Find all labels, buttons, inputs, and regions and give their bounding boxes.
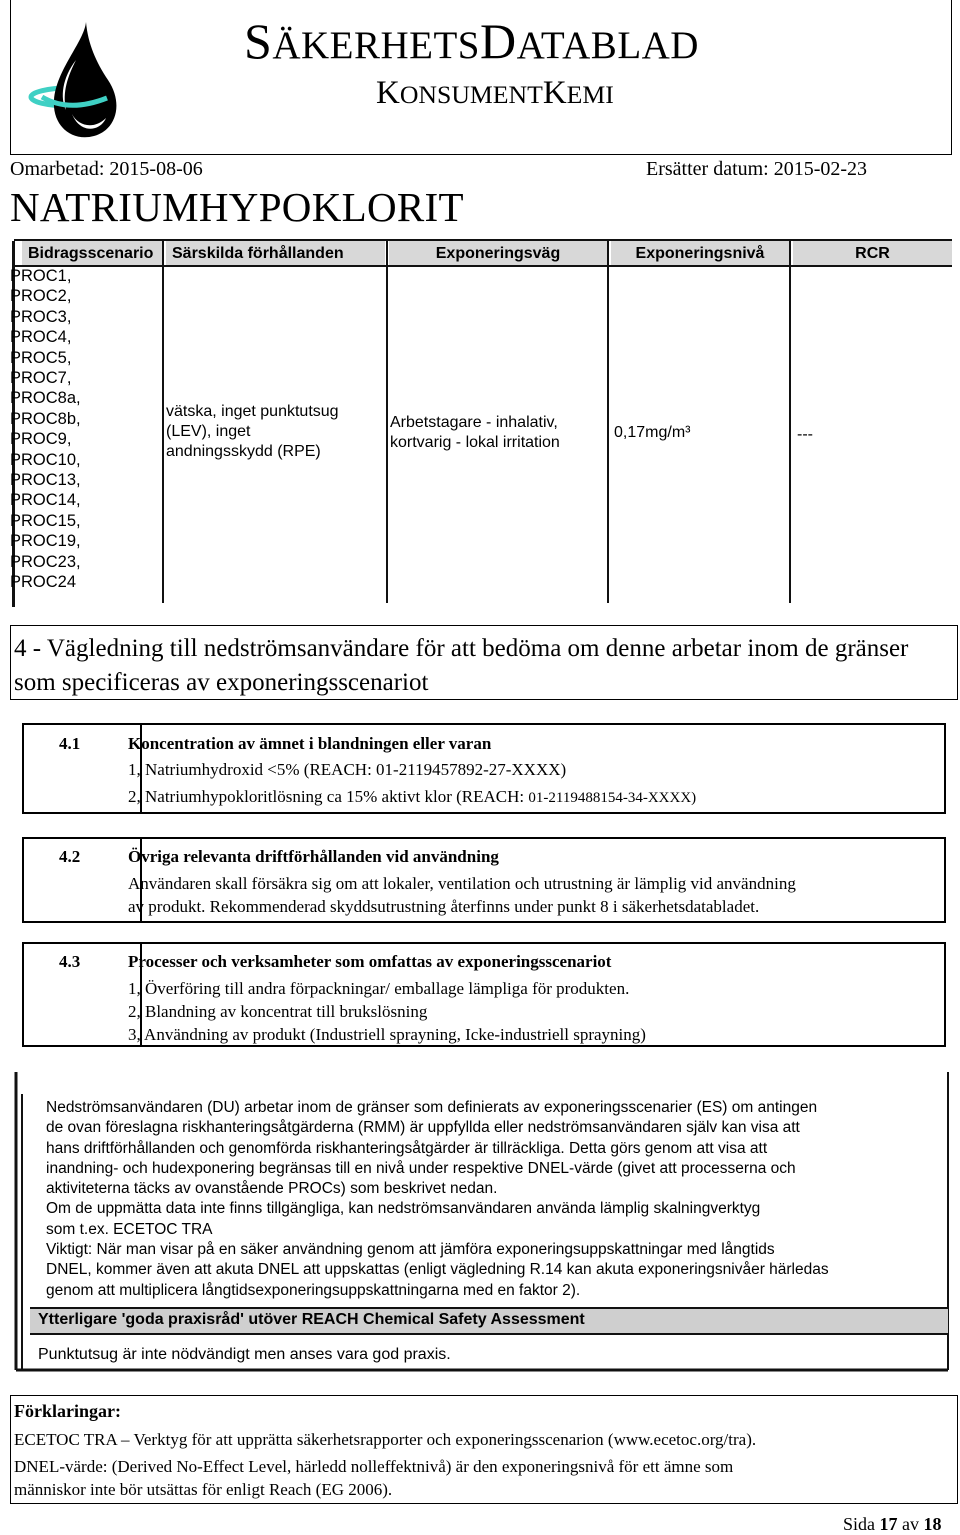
proc-item: PROC8b, xyxy=(10,409,81,428)
subsection-line: av produkt. Rekommenderad skyddsutrustning återfinns under punkt 8 i säkerhetsdatabladet. xyxy=(128,897,760,916)
guidance-line: inandning- och hudexponering begränsas till en nivå under respektive DNEL-värde (givet att processerna och xyxy=(46,1159,796,1177)
route-cell xyxy=(390,413,560,453)
subsection-line: Användaren skall försäkra sig om att lokaler, ventilation och utrustning är lämplig vid användning xyxy=(128,874,796,893)
guidance-line: Om de uppmätta data inte finns tillgängliga, kan nedströmsanvändaren använda lämplig skalningverktyg xyxy=(46,1200,761,1218)
proc-item: PROC24 xyxy=(10,573,77,592)
guidance-line: genom att multiplicera långtidsexponeringsuppskattningarna med en faktor 2). xyxy=(46,1281,581,1299)
page-mid: av xyxy=(897,1514,924,1534)
subtitle-part-rest: ONSUMENT xyxy=(399,80,543,109)
proc-item: PROC5, xyxy=(10,348,72,367)
level-cell: 0,17mg/m³ xyxy=(614,424,691,441)
table-header-rcr: RCR xyxy=(793,241,952,266)
guidance-line: Nedströmsanvändaren (DU) arbetar inom de gränser som definierats av exponeringsscenarier (ES) om antingen xyxy=(46,1099,818,1116)
proc-item: PROC15, xyxy=(10,511,81,530)
table-divider xyxy=(162,241,164,603)
subsection-number: 4.3 xyxy=(59,952,81,971)
subsection-4-2 xyxy=(22,837,946,923)
subsection-line: 1, Överföring till andra förpackningar/ emballage lämpliga för produkten. xyxy=(128,979,630,998)
route-line: Arbetstagare - inhalativ, xyxy=(390,414,558,431)
subsection-line: 1, Natriumhydroxid <5% (REACH: 01-2119457892-27-XXXX) xyxy=(128,760,567,779)
subsection-heading: Processer och verksamheter som omfattas av exponeringsscenariot xyxy=(128,952,612,971)
guidance-text xyxy=(46,1098,936,1301)
proc-item: PROC19, xyxy=(10,532,81,551)
guidance-line: som t.ex. ECETOC TRA xyxy=(46,1220,213,1238)
table-divider xyxy=(386,241,388,603)
conditions-line: andningsskydd (RPE) xyxy=(166,443,321,460)
table-divider xyxy=(607,241,609,603)
subtitle-part-initial: K xyxy=(376,75,400,111)
document-title xyxy=(244,12,699,70)
subsection-line-part: 2, Natriumhypokloritlösning ca 15% aktivt klor (REACH: xyxy=(128,787,529,806)
table-header-level: Exponeringsnivå xyxy=(611,241,789,266)
guidance-line: aktiviteterna täcks av ovanstående PROCs) som beskrivet nedan. xyxy=(46,1180,498,1198)
page-number xyxy=(843,1514,942,1535)
conditions-line: (LEV), inget xyxy=(166,423,251,440)
subsection-line xyxy=(128,787,696,807)
proc-item: PROC9, xyxy=(10,430,72,449)
current-page: 17 xyxy=(879,1514,898,1534)
revised-date: Omarbetad: 2015-08-06 xyxy=(10,158,203,180)
conditions-line: vätska, inget punktutsug xyxy=(166,403,339,420)
section-4-title: 4 - Vägledning till nedströmsanvändare för att bedöma om denne arbetar inom de gränser som specificeras av exponeringsscenariot xyxy=(14,635,909,696)
subsection-4-1 xyxy=(22,723,946,814)
guidance-line: hans driftförhållanden och genomförda riskhanteringsåtgärder är tillräckliga. Detta görs genom att visa att xyxy=(46,1139,768,1157)
subsection-heading: Övriga relevanta driftförhållanden vid användning xyxy=(128,847,499,866)
product-name: NATRIUMHYPOKLORIT xyxy=(10,184,464,230)
proc-item: PROC10, xyxy=(10,450,81,469)
subsection-line: 3, Användning av produkt (Industriell sprayning, Icke-industriell sprayning) xyxy=(128,1025,646,1044)
subsection-4-3 xyxy=(22,942,946,1047)
table-header-scenario: Bidragsscenario xyxy=(22,241,164,266)
rcr-cell: --- xyxy=(797,426,813,443)
title-part-rest: ATABLAD xyxy=(516,24,699,67)
total-pages: 18 xyxy=(923,1514,942,1534)
proc-item: PROC13, xyxy=(10,471,81,490)
title-part-initial: D xyxy=(479,13,517,69)
subsection-line: 2, Blandning av koncentrat till brukslösning xyxy=(128,1002,428,1021)
table-header-conditions: Särskilda förhållanden xyxy=(166,241,385,266)
conditions-cell xyxy=(166,402,339,462)
reach-number: 01-2119488154-34-XXXX) xyxy=(528,790,697,806)
droplet-logo-icon xyxy=(14,18,136,152)
document-subtitle xyxy=(376,75,614,112)
title-part-initial: S xyxy=(244,13,273,69)
replaces-date: Ersätter datum: 2015-02-23 xyxy=(646,158,868,180)
explanations-title: Förklaringar: xyxy=(14,1401,121,1421)
subsection-number: 4.2 xyxy=(59,847,81,866)
title-part-rest: ÄKERHETS xyxy=(272,24,480,67)
subsection-heading: Koncentration av ämnet i blandningen eller varan xyxy=(128,734,492,753)
proc-item: PROC2, xyxy=(10,287,72,306)
proc-item: PROC1, xyxy=(10,267,72,285)
proc-list xyxy=(10,266,81,593)
explanation-line: ECETOC TRA – Verktyg för att upprätta säkerhetsrapporter och exponeringsscenarion (www.ecetoc.org/tra). xyxy=(14,1430,757,1449)
table-top-rule xyxy=(14,239,952,241)
proc-item: PROC3, xyxy=(10,307,72,326)
explanation-line: DNEL-värde: (Derived No-Effect Level, härledd nolleffektnivå) är den exponeringsnivå för ett ämne som xyxy=(14,1457,734,1476)
good-practice-heading: Ytterligare 'goda praxisråd' utöver REACH Chemical Safety Assessment xyxy=(38,1311,585,1328)
proc-item: PROC8a, xyxy=(10,389,81,408)
table-divider xyxy=(789,241,791,603)
guidance-line: DNEL, kommer även att akuta DNEL att uppskattas (enligt vägledning R.14 kan akuta exponeringsnivåer härledas xyxy=(46,1261,829,1279)
proc-item: PROC14, xyxy=(10,491,81,510)
proc-item: PROC7, xyxy=(10,369,72,388)
table-header-rule xyxy=(14,265,952,267)
table-header-route: Exponeringsväg xyxy=(389,241,607,266)
guidance-line: de ovan föreslagna riskhanteringsåtgärderna (RMM) är uppfyllda eller nedströmsanvändaren själv kan visa att xyxy=(46,1119,800,1137)
subsection-number: 4.1 xyxy=(59,734,81,753)
proc-item: PROC23, xyxy=(10,552,81,571)
subtitle-part-rest: EMI xyxy=(566,80,614,109)
route-line: kortvarig - lokal irritation xyxy=(390,434,560,451)
proc-item: PROC4, xyxy=(10,328,72,347)
explanation-line: människor inte bör utsättas för enligt Reach (EG 2006). xyxy=(14,1480,393,1499)
subtitle-part-initial: K xyxy=(542,75,567,111)
guidance-line: Viktigt: När man visar på en säker användning genom att jämföra exponeringsuppskattningar med långtids xyxy=(46,1241,775,1259)
good-practice-note: Punktutsug är inte nödvändigt men anses vara god praxis. xyxy=(38,1346,451,1363)
page-prefix: Sida xyxy=(843,1514,880,1534)
